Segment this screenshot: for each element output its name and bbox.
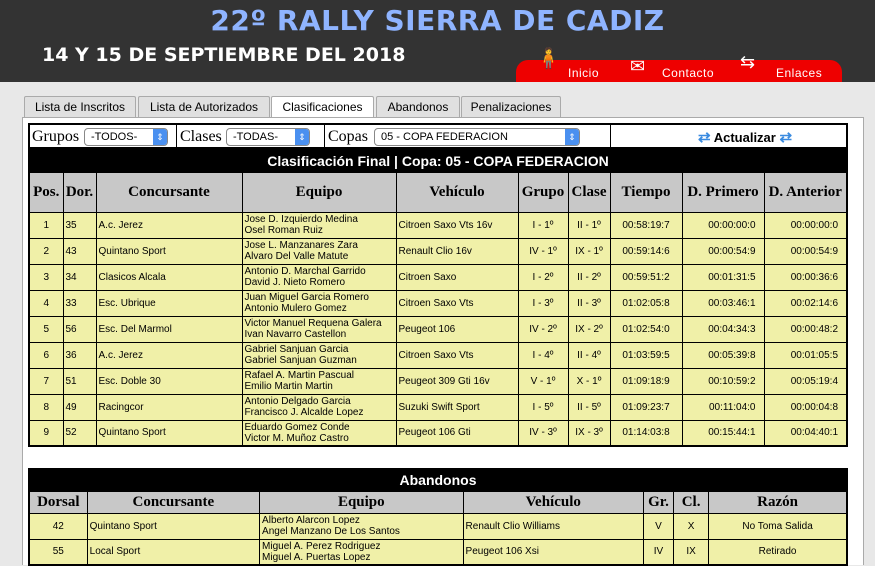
chevron-down-icon: ⇕ — [153, 129, 167, 145]
col-d-primero: D. Primero — [682, 172, 764, 212]
equipo-piloto: Juan Miguel Garcia Romero — [244, 292, 369, 303]
cell-concursante: Local Sport — [87, 539, 259, 565]
col-grupo: Grupo — [518, 172, 568, 212]
col-tiempo: Tiempo — [610, 172, 682, 212]
grupos-value: -TODOS- — [91, 131, 138, 143]
equipo-copiloto: Francisco J. Alcalde Lopez — [244, 407, 364, 418]
cell-grupo: V - 1º — [518, 368, 568, 394]
equipo-piloto: Alberto Alarcon Lopez — [262, 515, 360, 526]
cell-dorsal: 42 — [29, 513, 87, 539]
cell-gr: V — [643, 513, 673, 539]
cell-concursante: Esc. Ubrique — [96, 290, 242, 316]
cell-equipo — [260, 513, 463, 539]
equipo-copiloto: Victor M. Muñoz Castro — [244, 432, 349, 444]
update-button[interactable] — [698, 128, 792, 146]
cell-d-anterior: 00:05:19:4 — [764, 368, 847, 394]
abandonos-title: Abandonos — [29, 469, 847, 491]
cell-razon: Retirado — [709, 539, 847, 565]
cell-razon: No Toma Salida — [709, 513, 847, 539]
cell-d-anterior: 00:04:40:1 — [764, 420, 847, 446]
table-row — [29, 342, 847, 368]
cell-d-primero: 00:00:00:0 — [682, 212, 764, 238]
cell-grupo: IV - 2º — [518, 316, 568, 342]
cell-vehiculo: Peugeot 309 Gti 16v — [396, 368, 518, 394]
cell-d-primero: 00:03:46:1 — [682, 290, 764, 316]
table-row — [29, 212, 847, 238]
cell-equipo — [242, 238, 396, 264]
table-row — [29, 264, 847, 290]
cell-vehiculo: Peugeot 106 Gti — [396, 420, 518, 446]
cell-clase: II - 1º — [568, 212, 610, 238]
cell-dor: 56 — [63, 316, 96, 342]
col-gr: Gr. — [643, 491, 673, 513]
cell-tiempo: 01:14:03:8 — [610, 420, 682, 446]
clases-label: Clases — [180, 128, 222, 145]
cell-dor: 33 — [63, 290, 96, 316]
col-equipo: Equipo — [242, 172, 396, 212]
filter-bar — [28, 123, 848, 149]
cell-clase: IX - 3º — [568, 420, 610, 446]
equipo-piloto: Antonio Delgado Garcia — [244, 396, 351, 407]
update-label: Actualizar — [713, 130, 776, 145]
cell-vehiculo: Citroen Saxo Vts — [396, 342, 518, 368]
refresh-icon: ⇄ — [698, 129, 711, 146]
equipo-copiloto: Antonio Mulero Gomez — [244, 303, 347, 314]
cell-concursante: Esc. Doble 30 — [96, 368, 242, 394]
clases-value: -TODAS- — [233, 131, 279, 143]
cell-vehiculo: Citroen Saxo Vts — [396, 290, 518, 316]
cell-pos: 2 — [29, 238, 63, 264]
cell-grupo: I - 2º — [518, 264, 568, 290]
equipo-piloto: Gabriel Sanjuan Garcia — [244, 344, 349, 355]
cell-equipo — [242, 394, 396, 420]
col-concursante: Concursante — [96, 172, 242, 212]
cell-d-anterior: 00:00:00:0 — [764, 212, 847, 238]
cell-pos: 8 — [29, 394, 63, 420]
cell-pos: 7 — [29, 368, 63, 394]
divider — [176, 125, 177, 147]
cell-equipo — [242, 342, 396, 368]
tab-lista-inscritos[interactable]: Lista de Inscritos — [24, 96, 136, 118]
cell-clase: IX - 1º — [568, 238, 610, 264]
cell-equipo — [260, 539, 463, 565]
equipo-piloto: Jose D. Izquierdo Medina — [244, 214, 358, 225]
cell-vehiculo: Citroen Saxo — [396, 264, 518, 290]
cell-dor: 52 — [63, 420, 96, 446]
cell-d-primero: 00:01:31:5 — [682, 264, 764, 290]
table-row — [29, 290, 847, 316]
cell-equipo — [242, 420, 396, 446]
cell-tiempo: 00:58:19:7 — [610, 212, 682, 238]
menu-inicio[interactable]: Inicio — [568, 66, 600, 80]
cell-tiempo: 01:02:05:8 — [610, 290, 682, 316]
tab-lista-autorizados[interactable]: Lista de Autorizados — [138, 96, 270, 118]
cell-vehiculo: Suzuki Swift Sport — [396, 394, 518, 420]
tab-clasificaciones[interactable]: Clasificaciones — [271, 96, 374, 119]
cell-dor: 51 — [63, 368, 96, 394]
cell-grupo: IV - 3º — [518, 420, 568, 446]
cell-tiempo: 00:59:51:2 — [610, 264, 682, 290]
equipo-piloto: Eduardo Gomez Conde — [244, 421, 350, 433]
col-dorsal: Dorsal — [29, 491, 87, 513]
cell-concursante: Quintano Sport — [96, 238, 242, 264]
table-row — [29, 394, 847, 420]
cell-clase: II - 2º — [568, 264, 610, 290]
col-clase: Clase — [568, 172, 610, 212]
cell-d-primero: 00:04:34:3 — [682, 316, 764, 342]
cell-equipo — [242, 368, 396, 394]
cell-vehiculo: Renault Clio 16v — [396, 238, 518, 264]
grupos-select[interactable] — [84, 128, 168, 146]
cell-d-primero: 00:10:59:2 — [682, 368, 764, 394]
cell-equipo — [242, 290, 396, 316]
cell-dor: 43 — [63, 238, 96, 264]
cell-concursante: Esc. Del Marmol — [96, 316, 242, 342]
col-vehiculo: Vehículo — [463, 491, 643, 513]
cell-d-anterior: 00:01:05:5 — [764, 342, 847, 368]
cell-dor: 36 — [63, 342, 96, 368]
cell-vehiculo: Renault Clio Williams — [463, 513, 643, 539]
cell-vehiculo: Citroen Saxo Vts 16v — [396, 212, 518, 238]
equipo-piloto: Rafael A. Martin Pascual — [244, 370, 354, 381]
equipo-copiloto: David J. Nieto Romero — [244, 277, 346, 288]
equipo-piloto: Jose L. Manzanares Zara — [244, 240, 358, 251]
cell-clase: II - 4º — [568, 342, 610, 368]
cell-dorsal: 55 — [29, 539, 87, 565]
equipo-piloto: Antonio D. Marchal Garrido — [244, 266, 366, 277]
cell-cl: X — [674, 513, 709, 539]
col-vehiculo: Vehículo — [396, 172, 518, 212]
col-dor: Dor. — [63, 172, 96, 212]
cell-clase: IX - 2º — [568, 316, 610, 342]
cell-dor: 49 — [63, 394, 96, 420]
event-dates: 14 Y 15 DE SEPTIEMBRE DEL 2018 — [42, 44, 406, 66]
copas-select[interactable] — [374, 128, 580, 146]
cell-d-anterior: 00:00:04:8 — [764, 394, 847, 420]
equipo-copiloto: Gabriel Sanjuan Guzman — [244, 355, 357, 366]
table-row — [29, 238, 847, 264]
col-cl: Cl. — [674, 491, 709, 513]
col-d-anterior: D. Anterior — [764, 172, 847, 212]
tab-abandonos[interactable]: Abandonos — [376, 96, 460, 118]
cell-concursante: Racingcor — [96, 394, 242, 420]
classification-title: Clasificación Final | Copa: 05 - COPA FEDERACION — [29, 150, 847, 172]
refresh-icon: ⇄ — [779, 129, 793, 146]
equipo-piloto: Victor Manuel Requena Galera — [244, 318, 382, 329]
links-icon[interactable]: ⇆ — [740, 52, 756, 72]
copas-value: 05 - COPA FEDERACION — [381, 131, 508, 143]
event-title: 22º RALLY SIERRA DE CADIZ — [210, 4, 665, 37]
divider — [324, 125, 325, 147]
cell-tiempo: 01:09:18:9 — [610, 368, 682, 394]
cell-grupo: I - 3º — [518, 290, 568, 316]
menu-contacto[interactable]: Contacto — [662, 66, 715, 80]
abandonos-table — [28, 468, 848, 566]
cell-equipo — [242, 264, 396, 290]
cell-tiempo: 01:03:59:5 — [610, 342, 682, 368]
col-pos: Pos. — [29, 172, 63, 212]
table-row — [29, 368, 847, 394]
cell-equipo — [242, 212, 396, 238]
cell-clase: II - 5º — [568, 394, 610, 420]
abandonos-body — [29, 513, 847, 565]
info-person-icon[interactable]: 🧍 — [536, 48, 561, 70]
cell-dor: 34 — [63, 264, 96, 290]
cell-d-anterior: 00:00:48:2 — [764, 316, 847, 342]
equipo-copiloto: Angel Manzano De Los Santos — [262, 526, 400, 537]
envelope-icon[interactable]: ✉ — [630, 56, 646, 76]
equipo-copiloto: Osel Roman Ruiz — [244, 225, 323, 236]
cell-d-primero: 00:15:44:1 — [682, 420, 764, 446]
cell-pos: 1 — [29, 212, 63, 238]
cell-gr: IV — [643, 539, 673, 565]
cell-vehiculo: Peugeot 106 — [396, 316, 518, 342]
cell-d-anterior: 00:00:36:6 — [764, 264, 847, 290]
cell-equipo — [242, 316, 396, 342]
page-header — [0, 0, 875, 82]
menu-enlaces[interactable]: Enlaces — [776, 66, 823, 80]
cell-d-anterior: 00:00:54:9 — [764, 238, 847, 264]
cell-grupo: I - 5º — [518, 394, 568, 420]
table-row — [29, 513, 847, 539]
divider — [610, 125, 611, 147]
classification-body — [29, 212, 847, 446]
cell-tiempo: 01:09:23:7 — [610, 394, 682, 420]
cell-concursante: A.c. Jerez — [96, 342, 242, 368]
col-concursante: Concursante — [87, 491, 259, 513]
table-row — [29, 420, 847, 446]
cell-clase: X - 1º — [568, 368, 610, 394]
cell-d-primero: 00:00:54:9 — [682, 238, 764, 264]
table-row — [29, 316, 847, 342]
equipo-copiloto: Ivan Navarro Castellon — [244, 329, 347, 340]
cell-vehiculo: Peugeot 106 Xsi — [463, 539, 643, 565]
cell-concursante: Clasicos Alcala — [96, 264, 242, 290]
cell-cl: IX — [674, 539, 709, 565]
cell-d-anterior: 00:02:14:6 — [764, 290, 847, 316]
cell-tiempo: 01:02:54:0 — [610, 316, 682, 342]
cell-clase: II - 3º — [568, 290, 610, 316]
cell-pos: 6 — [29, 342, 63, 368]
equipo-piloto: Miguel A. Perez Rodriguez — [262, 540, 381, 552]
classification-table — [28, 149, 848, 447]
cell-pos: 5 — [29, 316, 63, 342]
cell-dor: 35 — [63, 212, 96, 238]
cell-grupo: IV - 1º — [518, 238, 568, 264]
equipo-copiloto: Miguel A. Puertas Lopez — [262, 551, 371, 563]
cell-d-primero: 00:11:04:0 — [682, 394, 764, 420]
equipo-copiloto: Emilio Martin Martin — [244, 381, 333, 392]
cell-concursante: A.c. Jerez — [96, 212, 242, 238]
cell-pos: 3 — [29, 264, 63, 290]
copas-label: Copas — [328, 128, 368, 145]
tab-penalizaciones[interactable]: Penalizaciones — [461, 96, 561, 118]
col-razon: Razón — [709, 491, 847, 513]
grupos-label: Grupos — [32, 128, 80, 145]
chevron-down-icon: ⇕ — [565, 129, 579, 145]
cell-d-primero: 00:05:39:8 — [682, 342, 764, 368]
cell-concursante: Quintano Sport — [87, 513, 259, 539]
cell-grupo: I - 1º — [518, 212, 568, 238]
table-row — [29, 539, 847, 565]
cell-pos: 4 — [29, 290, 63, 316]
cell-tiempo: 00:59:14:6 — [610, 238, 682, 264]
equipo-copiloto: Alvaro Del Valle Matute — [244, 251, 349, 262]
clases-select[interactable] — [226, 128, 310, 146]
cell-grupo: I - 4º — [518, 342, 568, 368]
chevron-down-icon: ⇕ — [295, 129, 309, 145]
cell-pos: 9 — [29, 420, 63, 446]
col-equipo: Equipo — [260, 491, 463, 513]
cell-concursante: Quintano Sport — [96, 420, 242, 446]
